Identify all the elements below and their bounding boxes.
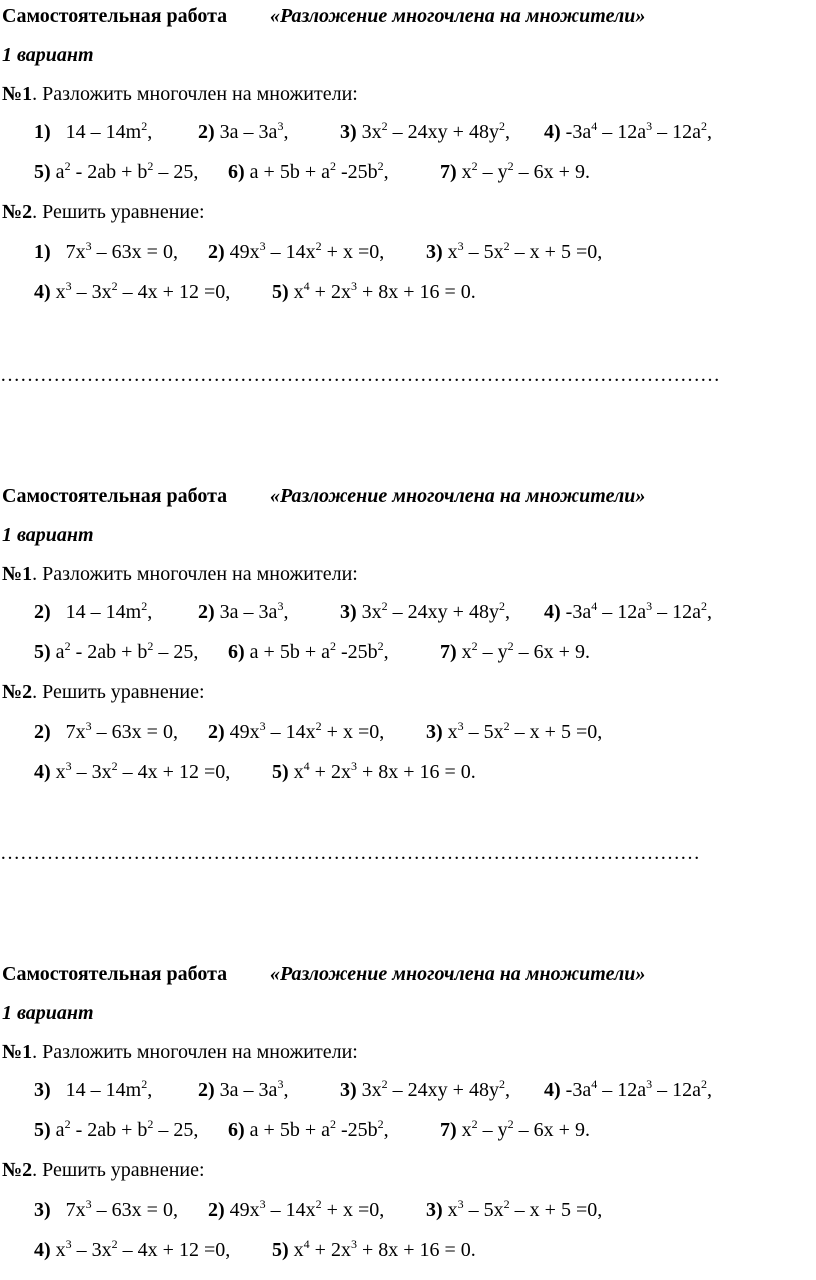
task-2-item-3: 3) $x^3 - 5x^2 - x + 5 =0$, [426, 239, 603, 263]
task-1-item-5: 5) $a^2 - 2ab + b^2 - 25$, [34, 1117, 199, 1141]
task-2-item-2: 2) $49x^3 - 14x^2 + x =0$, [208, 719, 385, 743]
task-2-item-2: 2) $49x^3 - 14x^2 + x =0$, [208, 239, 385, 263]
worksheet-topic: «Разложение многочлена на множители» [270, 485, 646, 507]
title-right: «Разложение многочлена на множители» [270, 5, 646, 27]
task-1-item-4: 4) $-3a^4 - 12a^3 - 12a^2$, [544, 1077, 712, 1101]
task-2-item-1: 1) $7x^3 - 63x = 0$, [34, 239, 178, 263]
task-2-item-1: 2) $7x^3 - 63x = 0$, [34, 719, 178, 743]
variant-label: 1 вариант [2, 524, 94, 546]
task-1-item-7: 7) $x^2 - y^2 - 6x + 9$. [440, 1117, 590, 1141]
task-1-heading: №1. Разложить многочлен на множители: [2, 563, 358, 585]
task-2-item-4: 4) $x^3 - 3x^2 - 4x + 12 =0$, [34, 759, 231, 783]
task-1-item-6: 6) $a + 5b + a^2$ $-25b^2$, [228, 1117, 389, 1141]
worksheet-topic [270, 4, 645, 28]
cut-line-2: …………………………………………………………………………………………… [0, 842, 700, 864]
task-1-item-6: 6) $a + 5b + a^2$ $-25b^2$, [228, 159, 389, 183]
task-1-heading: №1. Разложить многочлен на множители: [2, 1041, 358, 1063]
task-1-item-1: 2) $14 - 14m^2$, [34, 599, 153, 623]
task-1-item-2: 2) $3a - 3a^3$, [198, 599, 289, 623]
task-2-item-4: 4) $x^3 - 3x^2 - 4x + 12 =0$, [34, 279, 231, 303]
task-1-item-4: 4) $-3a^4 - 12a^3 - 12a^2$, [544, 119, 712, 143]
task-2-item-5: 5) $x^4 + 2x^3 + 8x + 16 = 0$. [272, 279, 476, 303]
task-1-item-5: 5) $a^2 - 2ab + b^2 - 25$, [34, 159, 199, 183]
task-1-item-5: 5) $a^2 - 2ab + b^2 - 25$, [34, 639, 199, 663]
task-2-heading: №2. Решить уравнение: [2, 1159, 205, 1181]
task-2-item-3: 3) $x^3 - 5x^2 - x + 5 =0$, [426, 719, 603, 743]
task-1-item-2: 2) $3a - 3a^3$, [198, 1077, 289, 1101]
task-1-item-4: 4) $-3a^4 - 12a^3 - 12a^2$, [544, 599, 712, 623]
task-1-item-7: 7) $x^2 - y^2 - 6x + 9$. [440, 159, 590, 183]
worksheet-title [2, 4, 227, 28]
worksheet-title: Самостоятельная работа [2, 963, 228, 985]
task-1-row-1: 1) $14 - 14m^2$, [34, 119, 153, 143]
task-2-item-3: 3) $x^3 - 5x^2 - x + 5 =0$, [426, 1197, 603, 1221]
task-1-item-6: 6) $a + 5b + a^2$ $-25b^2$, [228, 639, 389, 663]
task-2-heading: №2. Решить уравнение: [2, 681, 205, 703]
task-1-item-2: 2) $3a - 3a^3$, [198, 119, 289, 143]
task-1-item-3: 3) $3x^2 - 24xy + 48y^2$, [340, 119, 510, 143]
title-left: Самостоятельная работа [2, 5, 228, 27]
task-2-item-2: 2) $49x^3 - 14x^2 + x =0$, [208, 1197, 385, 1221]
cut-line-1: ……………………………………………………………………………………………… [0, 364, 720, 386]
task-2-item-5: 5) $x^4 + 2x^3 + 8x + 16 = 0$. [272, 1237, 476, 1261]
task-2-item-1: 3) $7x^3 - 63x = 0$, [34, 1197, 178, 1221]
task-1-item-3: 3) $3x^2 - 24xy + 48y^2$, [340, 599, 510, 623]
task-2-item-4: 4) $x^3 - 3x^2 - 4x + 12 =0$, [34, 1237, 231, 1261]
variant-label: 1 вариант [2, 1002, 94, 1024]
task-1-item-7: 7) $x^2 - y^2 - 6x + 9$. [440, 639, 590, 663]
variant-label: 1 вариант [2, 44, 94, 66]
task-1-item-1: 3) $14 - 14m^2$, [34, 1077, 153, 1101]
task-1-heading: №1. Разложить многочлен на множители: [2, 83, 358, 105]
worksheet-title: Самостоятельная работа [2, 485, 228, 507]
task-2-heading: №2. Решить уравнение: [2, 201, 205, 223]
task-2-item-5: 5) $x^4 + 2x^3 + 8x + 16 = 0$. [272, 759, 476, 783]
worksheet-topic: «Разложение многочлена на множители» [270, 963, 646, 985]
task-1-item-3: 3) $3x^2 - 24xy + 48y^2$, [340, 1077, 510, 1101]
